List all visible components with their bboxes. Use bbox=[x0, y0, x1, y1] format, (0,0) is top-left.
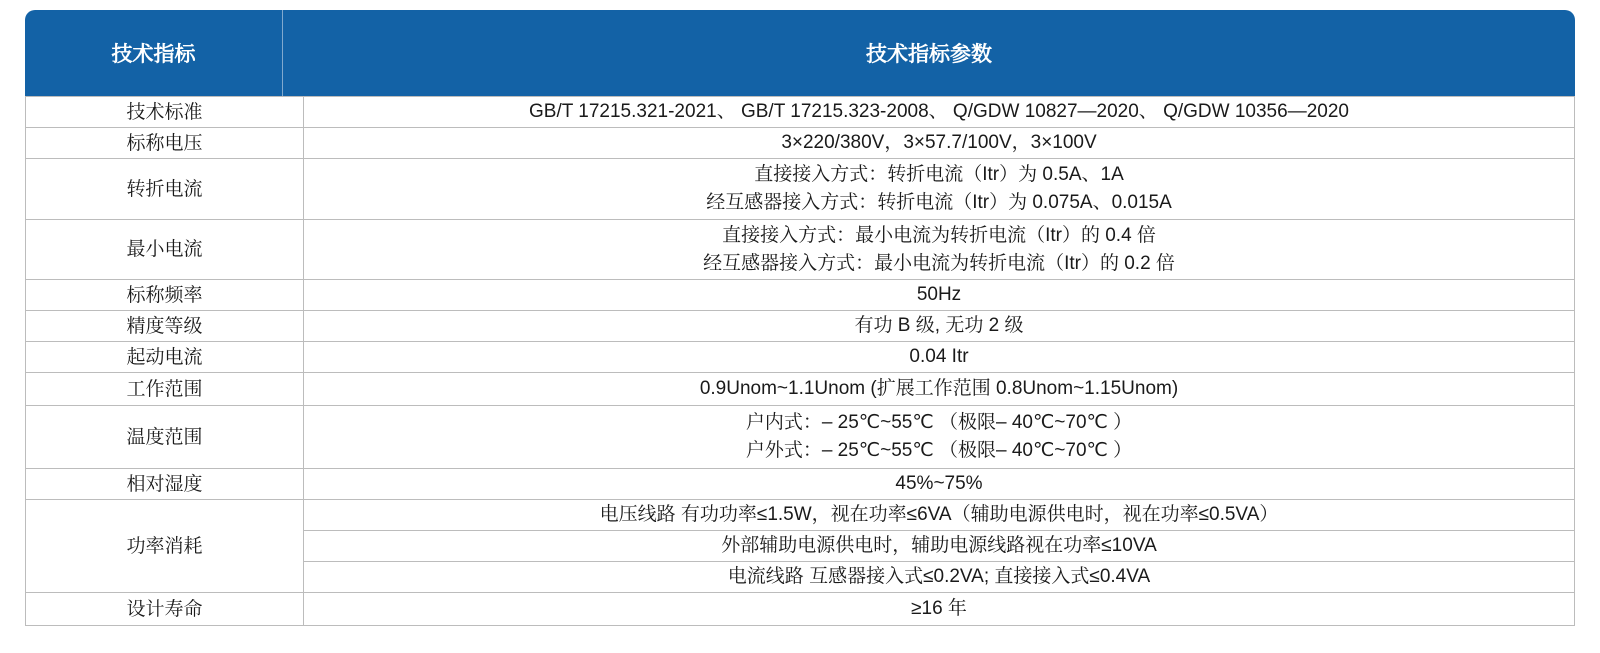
value-line: 50Hz bbox=[916, 284, 962, 305]
spec-value bbox=[304, 97, 1575, 128]
spec-value bbox=[304, 342, 1575, 373]
spec-label: 最小电流 bbox=[26, 220, 304, 280]
spec-value bbox=[304, 593, 1575, 626]
table-row bbox=[26, 220, 1575, 280]
value-line: ≥16 年 bbox=[911, 598, 967, 619]
table-row bbox=[26, 159, 1575, 220]
value-line: 0.9Unom~1.1Unom (扩展工作范围 0.8Unom~1.15Unom) bbox=[699, 378, 1179, 399]
value-line: 户外式：– 25℃~55℃ （极限– 40℃~70℃ ） bbox=[745, 440, 1133, 461]
spec-label: 工作范围 bbox=[26, 373, 304, 406]
value-line: 经互感器接入方式：转折电流（Itr）为 0.075A、0.015A bbox=[706, 192, 1172, 213]
table-row bbox=[26, 469, 1575, 500]
spec-table bbox=[25, 10, 1575, 626]
table-row bbox=[26, 406, 1575, 469]
spec-value bbox=[304, 531, 1575, 562]
spec-value bbox=[304, 159, 1575, 220]
spec-value bbox=[304, 469, 1575, 500]
spec-label: 技术标准 bbox=[26, 97, 304, 128]
value-line: 户内式：– 25℃~55℃ （极限– 40℃~70℃ ） bbox=[745, 412, 1133, 433]
table-row bbox=[26, 128, 1575, 159]
value-line: 电流线路 互感器接入式≤0.2VA; 直接接入式≤0.4VA bbox=[727, 566, 1151, 587]
value-line: 电压线路 有功功率≤1.5W，视在功率≤6VA（辅助电源供电时，视在功率≤0.5VA） bbox=[599, 504, 1279, 525]
value-line: 外部辅助电源供电时，辅助电源线路视在功率≤10VA bbox=[721, 535, 1157, 556]
spec-label: 起动电流 bbox=[26, 342, 304, 373]
spec-value bbox=[304, 500, 1575, 531]
value-line: 直接接入方式：最小电流为转折电流（Itr）的 0.4 倍 bbox=[722, 224, 1156, 246]
table-row bbox=[26, 593, 1575, 626]
spec-label: 标称电压 bbox=[26, 128, 304, 159]
value-line: 0.04 Itr bbox=[909, 346, 969, 367]
table-row bbox=[26, 311, 1575, 342]
table-row bbox=[26, 342, 1575, 373]
spec-label: 功率消耗 bbox=[26, 500, 304, 593]
table-row bbox=[26, 373, 1575, 406]
value-line: 45%~75% bbox=[895, 473, 983, 494]
spec-table-body bbox=[25, 96, 1575, 626]
value-line: 经互感器接入方式：最小电流为转折电流（Itr）的 0.2 倍 bbox=[703, 252, 1175, 274]
spec-value bbox=[304, 373, 1575, 406]
spec-value bbox=[304, 220, 1575, 280]
spec-value bbox=[304, 311, 1575, 342]
table-row bbox=[26, 500, 1575, 531]
value-line: 有功 B 级, 无功 2 级 bbox=[854, 315, 1024, 336]
spec-label: 温度范围 bbox=[26, 406, 304, 469]
table-row bbox=[26, 280, 1575, 311]
spec-label: 精度等级 bbox=[26, 311, 304, 342]
spec-value bbox=[304, 406, 1575, 469]
table-row bbox=[26, 97, 1575, 128]
header-cell-indicator: 技术指标 bbox=[25, 10, 283, 96]
value-line: 3×220/380V，3×57.7/100V，3×100V bbox=[781, 132, 1097, 153]
spec-label: 设计寿命 bbox=[26, 593, 304, 626]
spec-label: 标称频率 bbox=[26, 280, 304, 311]
spec-value bbox=[304, 128, 1575, 159]
value-line: 直接接入方式：转折电流（Itr）为 0.5A、1A bbox=[754, 164, 1124, 185]
spec-value bbox=[304, 280, 1575, 311]
spec-label: 转折电流 bbox=[26, 159, 304, 220]
spec-label: 相对湿度 bbox=[26, 469, 304, 500]
value-line: GB/T 17215.321-2021、 GB/T 17215.323-2008、 Q/GDW 10827—2020、 Q/GDW 10356—2020 bbox=[529, 101, 1349, 122]
table-header bbox=[25, 10, 1575, 96]
header-cell-parameter: 技术指标参数 bbox=[866, 43, 992, 66]
spec-value bbox=[304, 562, 1575, 593]
